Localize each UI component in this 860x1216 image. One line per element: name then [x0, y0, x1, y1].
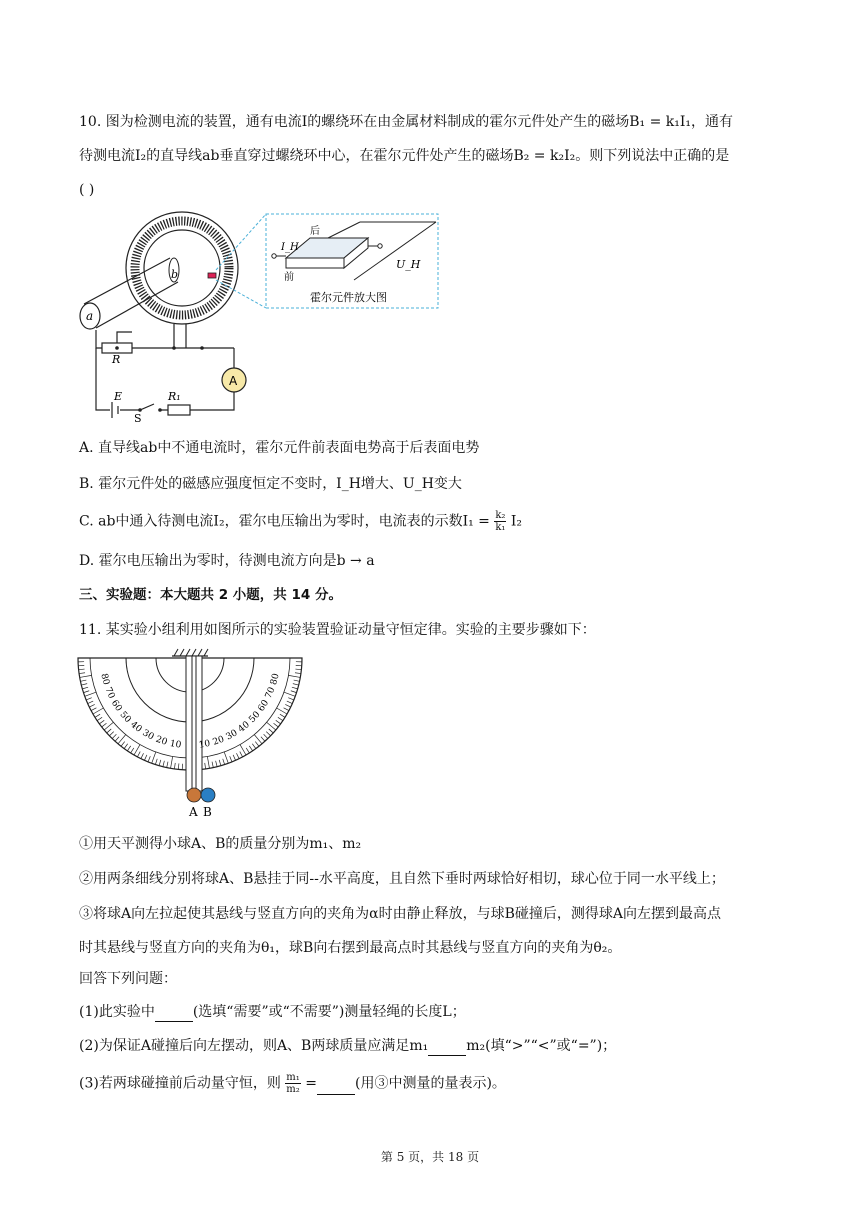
scale-label-left-3: 50: [117, 709, 133, 726]
label-ball-b: B: [203, 805, 212, 819]
option-a: A. 直导线ab中不通电流时，霍尔元件前表面电势高于后表面电势: [79, 440, 480, 456]
scale-label-right-7: 80: [269, 672, 282, 687]
q11-part1-text: (1)此实验中: [79, 1004, 155, 1020]
q11-part1-tail: (选填“需要”或“不需要”)测量轻绳的长度L；: [192, 1004, 466, 1020]
protractor-pendulum-figure: [76, 648, 306, 820]
label-uh: U_H: [396, 258, 421, 271]
scale-label-left-5: 30: [140, 728, 156, 743]
q11-step2: ②用两条细线分别将球A、B悬挂于同--水平高度，且自然下垂时两球恰好相切，球心位于同一水平线上；: [79, 871, 725, 887]
scale-label-right-1: 20: [211, 734, 226, 748]
q10-line2: 待测电流I₂的直导线ab垂直穿过螺绕环中心，在霍尔元件处产生的磁场B₂ = k₂I₂。则下列说法中正确的是: [79, 148, 730, 164]
option-c-numerator: k₂: [495, 510, 506, 521]
option-c-text: C. ab中通入待测电流I₂，霍尔电压输出为零时，电流表的示数I₁ =: [79, 513, 490, 530]
q11-part3-tail: (用③中测量的量表示)。: [354, 1075, 506, 1092]
q11-part3-denominator: m₂: [286, 1084, 300, 1095]
scale-label-left-2: 60: [108, 698, 124, 714]
q11-step1: ①用天平测得小球A、B的质量分别为m₁、m₂: [79, 836, 362, 852]
scale-label-left-1: 70: [102, 685, 117, 701]
q11-step3-line2: 时其悬线与竖直方向的夹角为θ₁，球B向右摆到最高点时其悬线与竖直方向的夹角为θ₂。: [79, 940, 622, 956]
q11-part3: [79, 1072, 506, 1095]
option-c-denominator: k₁: [495, 522, 506, 533]
circuit: [96, 324, 234, 418]
q11-part2-blank: [428, 1041, 466, 1056]
scale-label-left-7: 10: [169, 738, 182, 751]
q11-step3-line1: ③将球A向左拉起使其悬线与竖直方向的夹角为α时由静止释放，与球B碰撞后，测得球A向左摆到最高点: [79, 906, 721, 922]
toroid-coil: [126, 212, 238, 324]
q11-part1-blank: [155, 1007, 193, 1022]
scale-label-left-0: 80: [98, 672, 111, 687]
option-c-fraction: [494, 510, 506, 533]
q10-answer-bracket: ( ): [79, 182, 95, 198]
q11-part3-text: (3)若两球碰撞前后动量守恒，则: [79, 1075, 281, 1092]
label-a: a: [86, 309, 94, 323]
scale-label-right-2: 30: [224, 728, 240, 743]
option-c: [79, 510, 522, 533]
scale-label-left-4: 40: [128, 719, 144, 735]
label-e: E: [114, 390, 123, 403]
straight-wire-ab: [80, 258, 179, 329]
q11-intro: 11. 某实验小组利用如图所示的实验装置验证动量守恒定律。实验的主要步骤如下：: [79, 622, 596, 638]
option-c-tail: I₂: [510, 513, 523, 530]
q11-part3-equals: =: [305, 1075, 317, 1092]
label-ball-a: A: [189, 805, 198, 819]
label-ammeter: A: [229, 374, 238, 388]
q11-part2-tail: m₂(填“>”“<”或“=”)；: [466, 1038, 617, 1054]
option-b: B. 霍尔元件处的磁感应强度恒定不变时，I_H增大、U_H变大: [79, 476, 462, 492]
scale-label-right-6: 70: [263, 685, 278, 701]
ball-a-icon: [187, 788, 201, 802]
q11-part3-numerator: m₁: [286, 1072, 300, 1083]
scale-label-left-6: 20: [154, 734, 169, 748]
page-footer: 第 5 页，共 18 页: [380, 1150, 480, 1164]
ball-b-icon: [201, 788, 215, 802]
label-r: R: [112, 353, 121, 366]
option-d: D. 霍尔电压输出为零时，待测电流方向是b → a: [79, 553, 375, 569]
q11-part2: [79, 1036, 616, 1056]
hall-zoom-caption: 霍尔元件放大图: [310, 291, 387, 304]
q11-part3-blank: [317, 1080, 355, 1095]
q10-line1: 10. 图为检测电流的装置，通有电流I的螺绕环在由金属材料制成的霍尔元件处产生的磁场B₁ = k₁I₁，通有: [79, 114, 734, 130]
hall-element-small: [208, 273, 216, 278]
label-b: b: [171, 268, 179, 281]
section-3-heading: 三、实验题：本大题共 2 小题，共 14 分。: [79, 587, 342, 603]
label-back: 后: [310, 226, 320, 237]
scale-label-right-3: 40: [236, 719, 252, 735]
q11-answer-intro: 回答下列问题：: [79, 971, 177, 987]
label-r1: R₁: [168, 390, 181, 403]
label-s: S: [134, 412, 142, 424]
scale-label-right-5: 60: [256, 698, 272, 714]
label-ih: I_H: [281, 242, 299, 253]
scale-label-right-4: 50: [247, 709, 263, 726]
label-front: 前: [284, 272, 294, 283]
toroid-circuit-figure: [74, 208, 444, 424]
q11-part2-text: (2)为保证A碰撞后向左摆动，则A、B两球质量应满足m₁: [79, 1038, 429, 1054]
q11-part1: [79, 1002, 466, 1022]
scale-label-right-0: 10: [198, 738, 211, 751]
q11-part3-fraction: [285, 1072, 301, 1095]
